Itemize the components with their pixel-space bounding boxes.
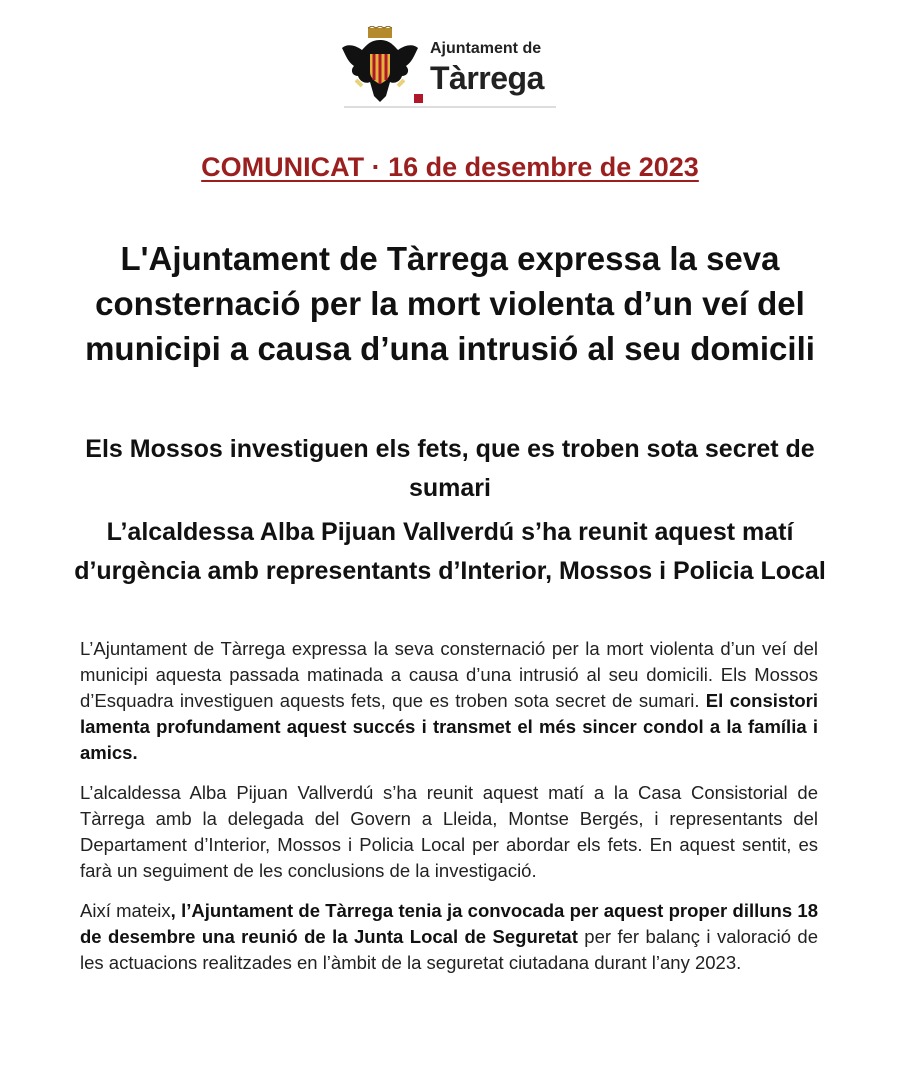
paragraph-text: per fer balanç i valoració de les actuacions realitzades en l’àmbit de la seguretat ciutadana durant l’any 2023. — [80, 926, 818, 973]
paragraph-text: L’Ajuntament de Tàrrega expressa la seva consternació per la mort violenta d’un veí del municipi aquesta passada matinada a causa d’una intrusió al seu domicili. Els Mossos d’Esquadra investiguen aquests fets, que es troben sota secret de sumari. — [80, 638, 818, 711]
paragraph-3 — [80, 898, 818, 976]
paragraph-text: Així mateix — [80, 900, 171, 921]
paragraph-2 — [80, 780, 818, 884]
communique-date-text: COMUNICAT · 16 de desembre de 2023 — [201, 152, 699, 182]
headline: L'Ajuntament de Tàrrega expressa la seva consternació per la mort violenta d’un veí del municipi a causa d’una intrusió al seu domicili — [85, 240, 815, 367]
eagle-crest-icon — [340, 26, 420, 104]
subheading-2: L’alcaldessa Alba Pijuan Vallverdú s’ha reunit aquest matí d’urgència amb representants d’Interior, Mossos i Policia Local — [74, 518, 826, 585]
logo-underline — [344, 106, 556, 108]
logo-line2: Tàrrega — [430, 60, 544, 96]
subheading-1: Els Mossos investiguen els fets, que es troben sota secret de sumari — [85, 435, 815, 502]
municipal-logo — [340, 26, 560, 108]
article-body — [80, 636, 818, 990]
logo-red-square — [414, 94, 423, 103]
communique-date-header — [0, 152, 900, 183]
logo-line1: Ajuntament de — [430, 40, 542, 57]
paragraph-1 — [80, 636, 818, 766]
paragraph-text: L’alcaldessa Alba Pijuan Vallverdú s’ha reunit aquest matí a la Casa Consistorial de Tàrrega amb la delegada del Govern a Lleida, Montse Bergés, i representants del Departament d’Interior, Mossos i Policia Local per abordar els fets. En aquest sentit, es farà un seguiment de les conclusions de la investigació. — [80, 782, 818, 881]
paragraph-bold-text: , l’Ajuntament de Tàrrega tenia ja convocada per aquest proper dilluns 18 de desembre una reunió de la Junta Local de Seguretat — [80, 900, 819, 947]
paragraph-bold-text: El consistori lamenta profundament aquest succés i transmet el més sincer condol a la família i amics. — [80, 690, 818, 763]
